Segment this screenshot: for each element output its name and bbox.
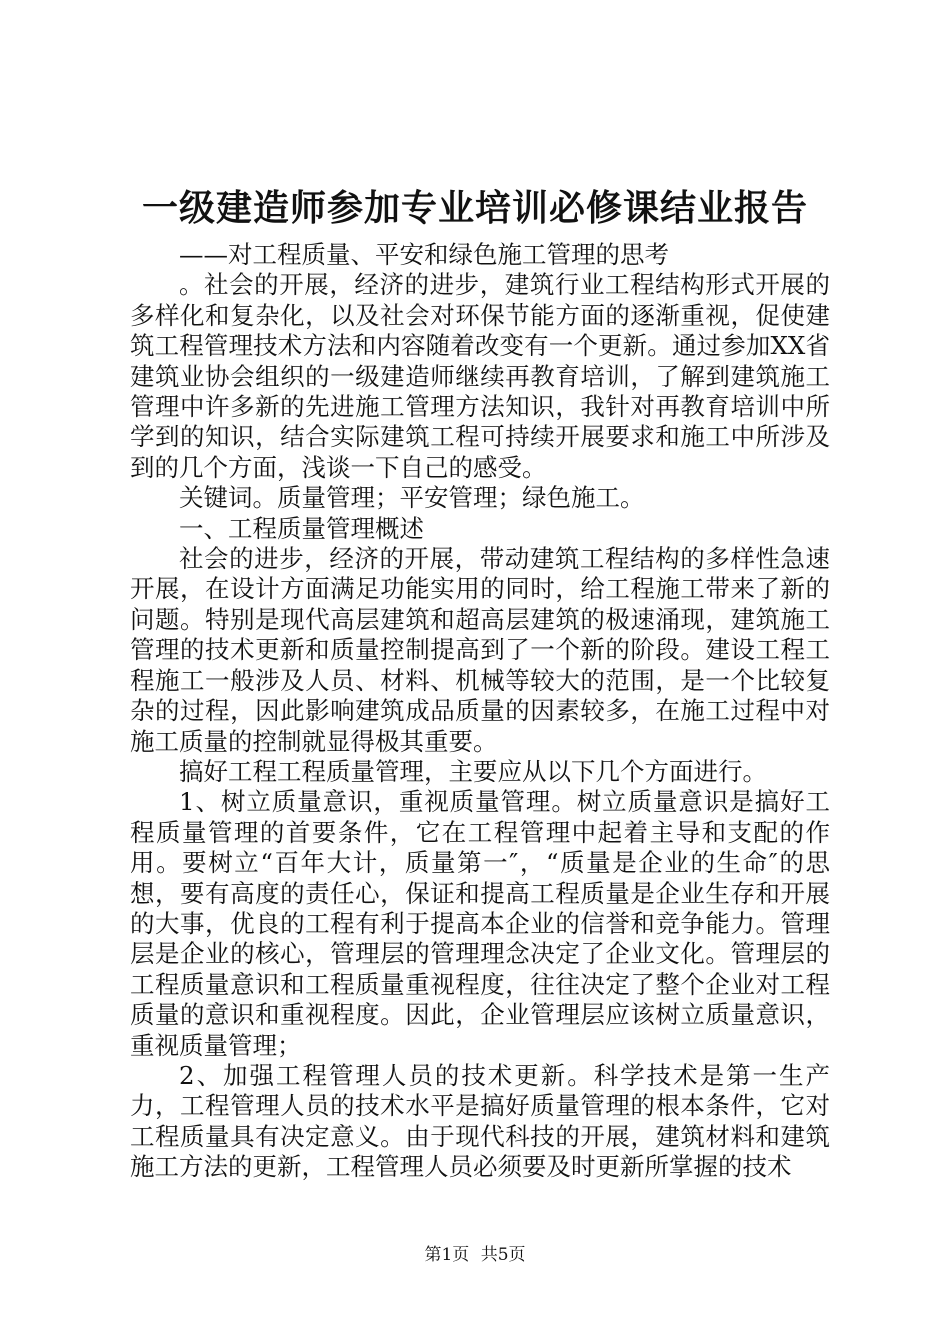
subtitle: ——对工程质量、平安和绿色施工管理的思考 xyxy=(179,240,669,269)
body-paragraph: 2、加强工程管理人员的技术更新。科学技术是第一生产力，工程管理人员的技术水平是搞好质量管理的根本条件，它对工程质量具有决定意义。由于现代科技的开展，建筑材料和建筑施工方法的更新，工程管理人员必须要及时更新所掌握的技术 xyxy=(130,1060,830,1182)
keywords-line: 关键词。质量管理；平安管理；绿色施工。 xyxy=(179,483,645,513)
body-paragraph: 1、树立质量意识，重视质量管理。树立质量意识是搞好工程质量管理的首要条件，它在工程管理中起着主导和支配的作用。要树立“百年大计，质量第一″，“质量是企业的生命″的思想，要有高度的责任心，保证和提高工程质量是企业生存和开展的大事，优良的工程有利于提高本企业的信誉和竞争能力。管理层是企业的核心，管理层的管理理念决定了企业文化。管理层的工程质量意识和工程质量重视程度，往往决定了整个企业对工程质量的意识和重视程度。因此，企业管理层应该树立质量意识，重视质量管理； xyxy=(130,787,830,1060)
body-paragraph: 社会的进步，经济的开展，带动建筑工程结构的多样性急速开展，在设计方面满足功能实用的同时，给工程施工带来了新的问题。特别是现代高层建筑和超高层建筑的极速涌现，建筑施工管理的技术更新和质量控制提高到了一个新的阶段。建设工程工程施工一般涉及人员、材料、机械等较大的范围，是一个比较复杂的过程，因此影响建筑成品质量的因素较多，在施工过程中对施工质量的控制就显得极其重要。 xyxy=(130,544,830,756)
document-title: 一级建造师参加专业培训必修课结业报告 xyxy=(141,187,808,229)
page-footer xyxy=(0,1243,950,1267)
page-number: 第1页 xyxy=(424,1245,470,1265)
section-heading: 一、工程质量管理概述 xyxy=(179,513,424,543)
intro-paragraph: 。社会的开展，经济的进步，建筑行业工程结构形式开展的多样化和复杂化，以及社会对环保节能方面的逐渐重视，促使建筑工程管理技术方法和内容随着改变有一个更新。通过参加XX省建筑业协会组织的一级建造师继续再教育培训，了解到建筑施工管理中许多新的先进施工管理方法知识，我针对再教育培训中所学到的知识，结合实际建筑工程可持续开展要求和施工中所涉及到的几个方面，浅谈一下自己的感受。 xyxy=(130,270,830,482)
body-paragraph: 搞好工程工程质量管理，主要应从以下几个方面进行。 xyxy=(179,756,767,786)
document-body xyxy=(130,240,830,1183)
page-total: 共5页 xyxy=(480,1245,526,1265)
